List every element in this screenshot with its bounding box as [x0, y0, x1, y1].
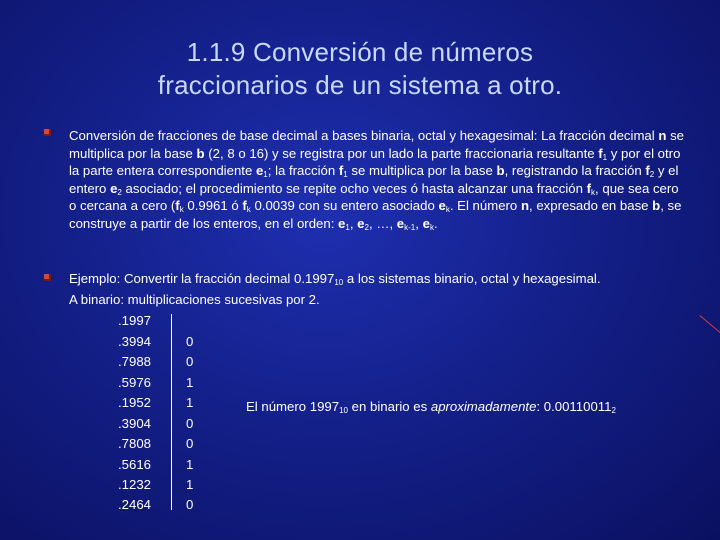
bit-value: 1 — [186, 395, 194, 410]
example-line-1: Ejemplo: Convertir la fracción decimal $0.1997_{10}$ a los sistemas binario, octal y hexagesimal. — [69, 271, 601, 287]
example-line-2: A binario: multiplicaciones sucesivas por 2. — [69, 292, 320, 307]
bit-value: 0 — [186, 497, 194, 512]
fraction-value: .1997 — [118, 313, 152, 328]
fraction-value: .2464 — [118, 497, 152, 512]
fraction-value: .7808 — [118, 436, 152, 451]
bullet-1-icon — [44, 129, 51, 136]
bit-value: 0 — [186, 436, 194, 451]
fraction-value: .7988 — [118, 354, 152, 369]
title-line-2: fraccionarios de un sistema a otro. — [157, 70, 563, 100]
decorative-line — [699, 315, 720, 341]
bit-value: 0 — [186, 416, 194, 431]
slide-title — [0, 36, 720, 102]
fraction-value: .1952 — [118, 395, 152, 410]
bit-value: 0 — [186, 354, 194, 369]
fraction-value: .1232 — [118, 477, 152, 492]
bit-value: 0 — [186, 334, 194, 349]
fraction-value: .5616 — [118, 457, 152, 472]
binary-result: El número $1997_{10}$ en binario es aproximadamente: $0.00110011_2$ — [246, 399, 616, 415]
bit-value: 1 — [186, 457, 194, 472]
fraction-value: .3994 — [118, 334, 152, 349]
fraction-value: .5976 — [118, 375, 152, 390]
paragraph-conversion: Conversión de fracciones de base decimal a bases binaria, octal y hexagesimal: La fracción decimal n se multiplica por la base b (2, 8 o 16) y se registra por un lado la parte fraccionaria resultante $f_1$ y por el otro la parte entera correspondiente $e_1$; la fracción $f_1$ se multiplica por la base b, registrando la fracción $f_2$ y el entero $e_2$ asociado; el procedimiento se repite ocho veces ó hasta alcanzar una fracción $f_k$, que sea cero o cercana a cero ($f_k$ 0.9961 ó $f_k$ 0.0039 con su entero asociado $e_k$. El número n, expresado en base b, se construye a partir de los enteros, en el orden: $e_1$, $e_2$, …, $e_{k-1}$, $e_k$. — [69, 128, 685, 232]
fraction-value: .3904 — [118, 416, 152, 431]
bullet-2-icon — [44, 274, 51, 281]
column-divider — [171, 314, 172, 510]
bit-value: 1 — [186, 375, 194, 390]
title-line-1: 1.1.9 Conversión de números — [186, 37, 534, 67]
bit-value: 1 — [186, 477, 194, 492]
